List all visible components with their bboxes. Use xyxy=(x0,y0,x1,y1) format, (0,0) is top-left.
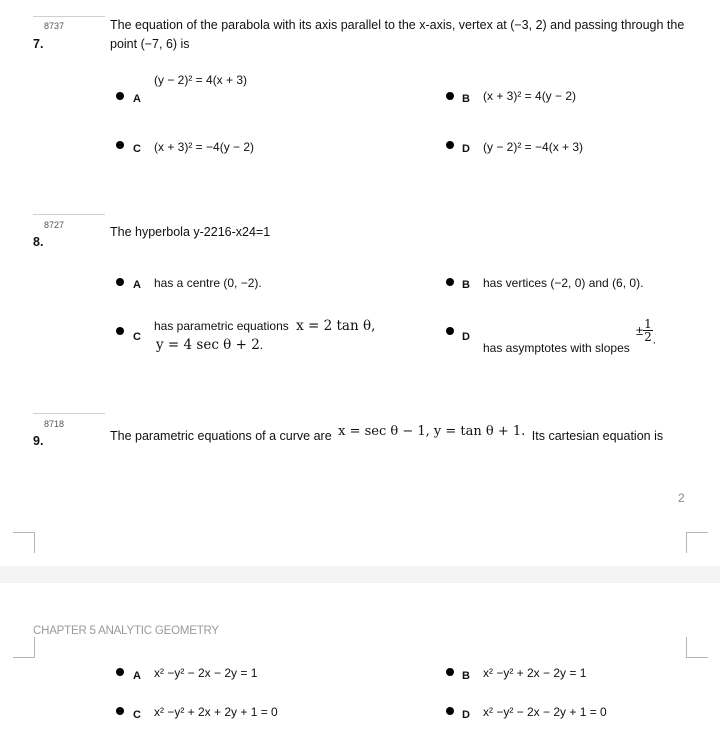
question-text-after: Its cartesian equation is xyxy=(531,429,664,443)
option-letter: C xyxy=(133,709,141,721)
option-c-text: (x + 3)² = −4(y − 2) xyxy=(154,140,255,154)
question-number: 8. xyxy=(33,235,44,249)
option-bullet[interactable] xyxy=(446,141,454,149)
question-divider xyxy=(33,214,105,215)
question-id: 8737 xyxy=(44,21,65,31)
option-letter: C xyxy=(133,143,141,155)
option-c-text: x² −y² + 2x + 2y + 1 = 0 xyxy=(154,705,278,719)
question-text xyxy=(110,422,663,441)
option-letter: B xyxy=(462,93,470,105)
option-bullet[interactable] xyxy=(116,327,124,335)
page-corner-mark xyxy=(13,637,35,658)
chapter-header: CHAPTER 5 ANALYTIC GEOMETRY xyxy=(33,625,219,637)
question-number: 7. xyxy=(33,37,44,51)
option-b-text: x² −y² + 2x − 2y = 1 xyxy=(483,666,587,680)
option-letter: C xyxy=(133,331,141,343)
option-letter: A xyxy=(133,670,141,682)
option-letter: B xyxy=(462,279,470,291)
question-text-line: point (−7, 6) is xyxy=(110,37,190,51)
option-letter: B xyxy=(462,670,470,682)
option-bullet[interactable] xyxy=(446,668,454,676)
option-c-line2 xyxy=(156,337,263,353)
option-c-text xyxy=(154,318,375,334)
option-a-text: x² −y² − 2x − 2y = 1 xyxy=(154,666,258,680)
question-divider xyxy=(33,413,105,414)
page-number: 2 xyxy=(678,491,685,505)
option-bullet[interactable] xyxy=(116,278,124,286)
question-text xyxy=(110,16,710,54)
page-gap xyxy=(0,566,720,583)
question-number: 9. xyxy=(33,434,44,448)
option-bullet[interactable] xyxy=(116,141,124,149)
option-letter: D xyxy=(462,143,470,155)
option-letter: A xyxy=(133,279,141,291)
option-d-text: x² −y² − 2x − 2y + 1 = 0 xyxy=(483,705,607,719)
option-letter: D xyxy=(462,331,470,343)
question-id: 8727 xyxy=(44,220,65,230)
page-corner-mark xyxy=(686,637,708,658)
option-letter: A xyxy=(133,93,141,105)
option-bullet[interactable] xyxy=(446,278,454,286)
option-bullet[interactable] xyxy=(116,92,124,100)
page-corner-mark xyxy=(13,532,35,553)
option-d-fraction xyxy=(636,318,656,347)
option-c-period: . xyxy=(259,338,264,352)
option-c-math-x: x = 2 tan θ, xyxy=(296,318,376,334)
option-bullet[interactable] xyxy=(116,668,124,676)
fraction-denominator: 2 xyxy=(644,330,652,344)
plus-minus-sign: ± xyxy=(636,323,644,338)
question-divider xyxy=(33,16,105,17)
option-c-math-y: y = 4 sec θ + 2 xyxy=(156,337,260,353)
option-d-text: (y − 2)² = −4(x + 3) xyxy=(483,140,584,154)
question-text-before: The parametric equations of a curve are xyxy=(110,429,332,443)
option-d-period: . xyxy=(652,332,657,347)
option-b-text: has vertices (−2, 0) and (6, 0). xyxy=(483,276,644,290)
fraction-numerator: 1 xyxy=(644,317,652,331)
option-bullet[interactable] xyxy=(446,707,454,715)
option-c-label: has parametric equations xyxy=(154,319,289,333)
parametric-equations: x = sec θ − 1, y = tan θ + 1. xyxy=(338,424,526,439)
option-bullet[interactable] xyxy=(446,327,454,335)
option-bullet[interactable] xyxy=(446,92,454,100)
option-b-text: (x + 3)² = 4(y − 2) xyxy=(483,89,577,103)
question-text-line: The equation of the parabola with its axis parallel to the x-axis, vertex at (−3, 2) and passing through the xyxy=(110,18,685,32)
question-text: The hyperbola y-2216-x24=1 xyxy=(110,225,271,239)
option-letter: D xyxy=(462,709,470,721)
option-a-text: (y − 2)² = 4(x + 3) xyxy=(154,73,248,87)
fraction xyxy=(643,318,653,343)
option-bullet[interactable] xyxy=(116,707,124,715)
option-d-text: has asymptotes with slopes xyxy=(483,341,630,355)
page-corner-mark xyxy=(686,532,708,553)
question-id: 8718 xyxy=(44,419,65,429)
option-a-text: has a centre (0, −2). xyxy=(154,276,262,290)
